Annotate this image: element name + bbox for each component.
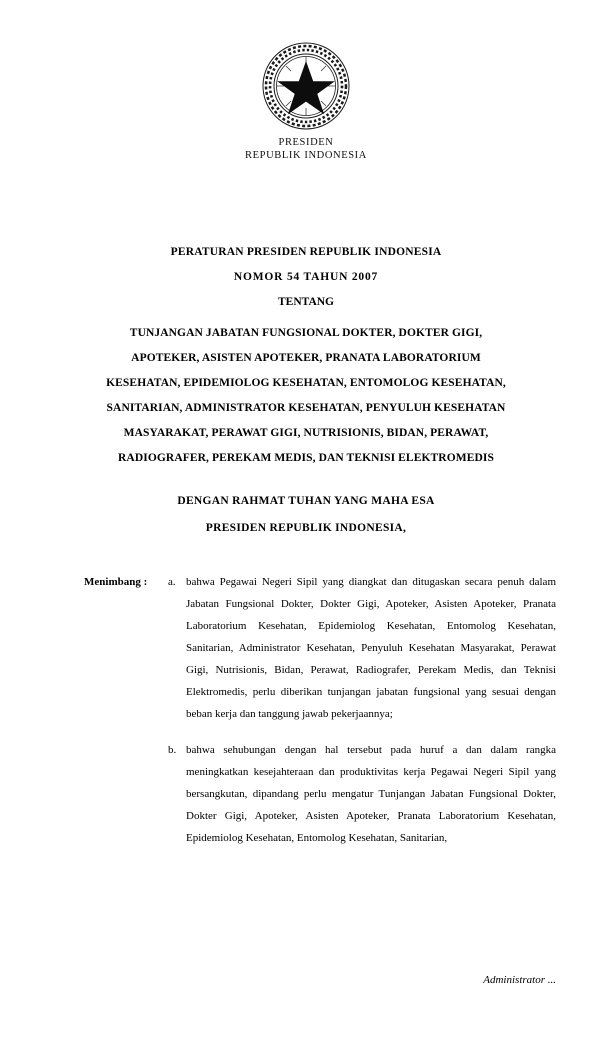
document-page [0, 40, 612, 1048]
clause-item [168, 739, 556, 849]
document-number: NOMOR 54 TAHUN 2007 [233, 271, 379, 283]
emblem-block [0, 40, 612, 162]
subject-line: RADIOGRAFER, PEREKAM MEDIS, DAN TEKNISI ELEKTROMEDIS [118, 452, 494, 464]
document-title-block [0, 240, 612, 315]
subject-line: APOTEKER, ASISTEN APOTEKER, PRANATA LABORATORIUM [131, 352, 481, 364]
emblem-caption-line2: REPUBLIK INDONESIA [245, 150, 367, 161]
clause-text: bahwa Pegawai Negeri Sipil yang diangkat dan ditugaskan secara penuh dalam Jabatan Fungsional Dokter, Dokter Gigi, Apoteker, Asisten Apoteker, Pranata Laboratorium Kesehatan, Epidemiolog Kesehatan, Entomolog Kesehatan, Sanitarian, Administrator Kesehatan, Penyuluh Kesehatan Masyarakat, Perawat Gigi, Nutrisionis, Bidan, Perawat, Radiografer, Perekam Medis, dan Teknisi Elektromedis, perlu diberikan tunjangan jabatan fungsional yang sesuai dengan beban kerja dan tanggung jawab pekerjaannya; [186, 576, 556, 720]
considering-label: Menimbang : [84, 576, 148, 588]
emblem-caption-line1: PRESIDEN [278, 137, 334, 148]
subject-line: KESEHATAN, EPIDEMIOLOG KESEHATAN, ENTOMOLOG KESEHATAN, [106, 377, 506, 389]
subject-line: SANITARIAN, ADMINISTRATOR KESEHATAN, PENYULUH KESEHATAN [106, 402, 506, 414]
footer-catchword: Administrator ... [483, 974, 556, 986]
considering-items [168, 571, 556, 863]
clause-text: bahwa sehubungan dengan hal tersebut pada huruf a dan dalam rangka meningkatkan kesejahteraan dan produktivitas kerja Pegawai Negeri Sipil yang bersangkutan, dipandang perlu mengatur Tunjangan Jabatan Fungsional Dokter, Dokter Gigi, Apoteker, Asisten Apoteker, Pranata Laboratorium Kesehatan, Epidemiolog Kesehatan, Entomolog Kesehatan, Sanitarian, [186, 744, 556, 844]
subject-line: TUNJANGAN JABATAN FUNGSIONAL DOKTER, DOKTER GIGI, [129, 327, 483, 339]
considering-section [0, 571, 612, 863]
subject-line: MASYARAKAT, PERAWAT GIGI, NUTRISIONIS, BIDAN, PERAWAT, [123, 427, 489, 439]
clause-item [168, 571, 556, 725]
about-label: TENTANG [277, 296, 335, 308]
emblem-caption [0, 136, 612, 162]
authority-line: PRESIDEN REPUBLIK INDONESIA, [205, 522, 407, 534]
clause-marker: b. [168, 744, 177, 756]
document-subject [0, 321, 612, 471]
garuda-star-emblem-icon [260, 40, 352, 132]
blessing-line: DENGAN RAHMAT TUHAN YANG MAHA ESA [177, 495, 435, 507]
clause-marker: a. [168, 576, 176, 588]
document-header: PERATURAN PRESIDEN REPUBLIK INDONESIA [170, 246, 442, 258]
